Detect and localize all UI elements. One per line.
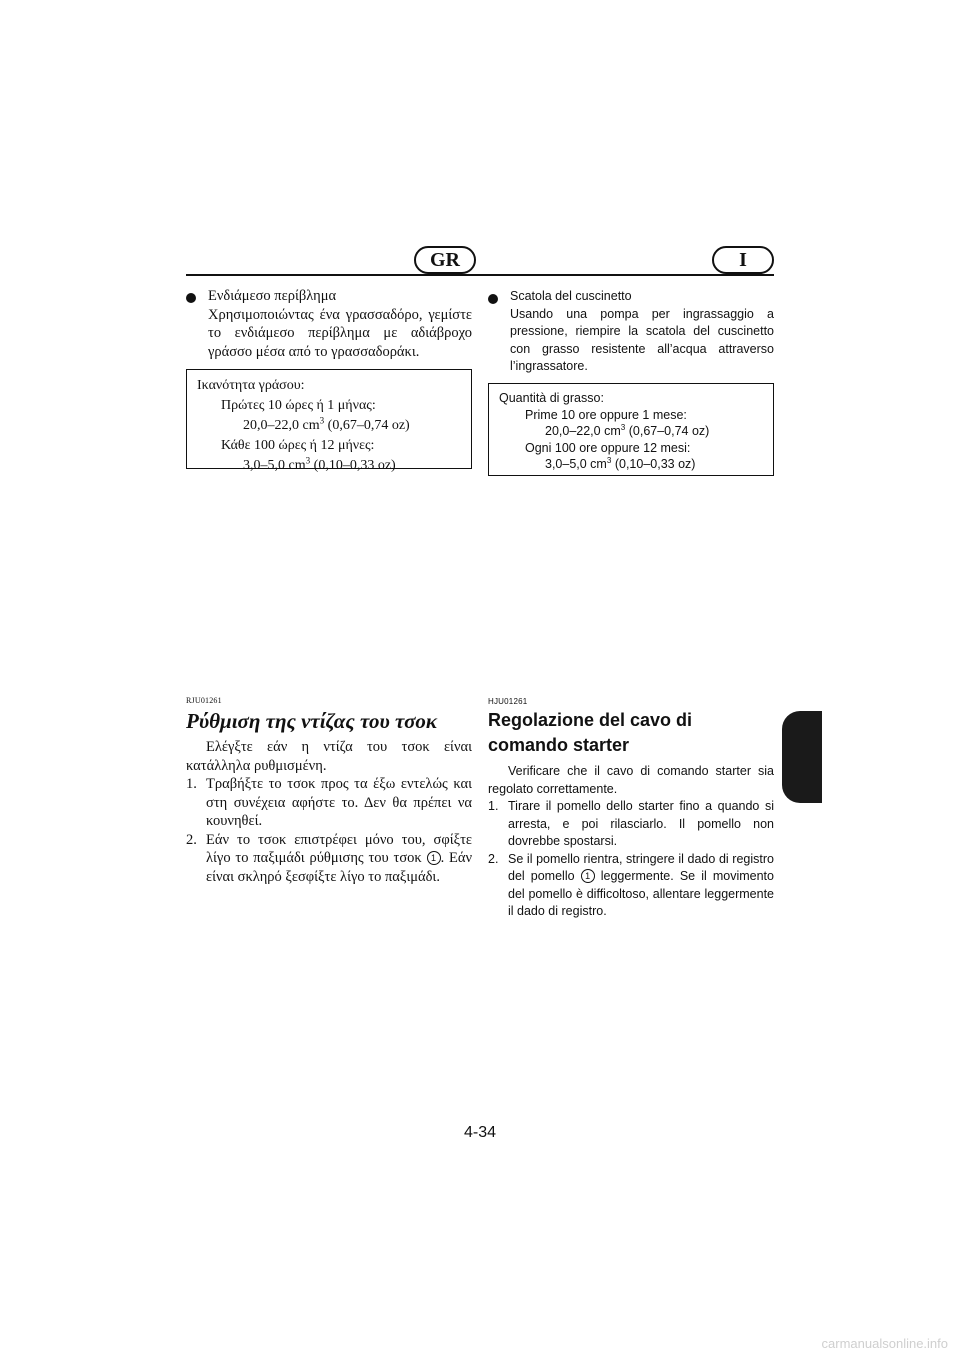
bullet-icon (186, 293, 196, 303)
bullet-icon (488, 294, 498, 304)
step-text: Tirare il pomello dello starter fino a quando si arresta, e poi rilasciarlo. Il pomello non dovrebbe spostarsi. (508, 799, 774, 848)
italian-bullet-section (488, 288, 774, 376)
greek-grease-box (186, 369, 472, 473)
italian-bullet-body: Usando una pompa per ingrassaggio a pressione, riempire la scatola del cuscinetto con grasso resistente all’acqua attraverso l’ingrassatore. (510, 306, 774, 373)
step-number: 1. (488, 799, 499, 813)
greek-box-every-value (197, 456, 461, 476)
step-number: 2. (488, 851, 499, 866)
italian-bullet-item (488, 288, 774, 376)
italian-section-title: Regolazione del cavo di comando starter (488, 710, 693, 755)
superscript: 3 (305, 455, 311, 466)
footer-watermark-link[interactable]: carmanualsonline.info (821, 1336, 948, 1351)
value-text: (0,10–0,33 oz) (611, 457, 696, 471)
greek-box-title: Ικανότητα γράσου: (197, 378, 305, 393)
italian-step-2 (488, 851, 774, 921)
step-text: Εάν το τσοκ επιστρέφει μόνο του, σφίξτε λίγο το παξιμάδι ρύθμισης του τσοκ (206, 831, 472, 866)
page-number: 4-34 (463, 1124, 497, 1141)
greek-section-code: RJU01261 (186, 696, 222, 705)
greek-step-1 (186, 775, 472, 831)
italian-step-1 (488, 798, 774, 851)
italian-box-first-value (499, 423, 763, 440)
greek-bullet-item (186, 287, 472, 361)
callout-number-icon: 1 (581, 869, 595, 883)
language-tab-i: I (712, 246, 774, 274)
value-text: 3,0–5,0 cm (243, 458, 306, 473)
italian-box-every-label: Ogni 100 ore oppure 12 mesi: (525, 440, 691, 455)
step-text: Se il pomello rientra, stringere il dado di registro del pomello (508, 851, 774, 883)
superscript: 3 (319, 415, 325, 426)
step-text: Τραβήξτε το τσοκ προς τα έξω εντελώς και στη συνέχεια αφήστε το. Δεν θα πρέπει να κουνηθεί. (206, 776, 472, 829)
italian-box-title: Quantità di grasso: (499, 391, 604, 405)
step-number: 1. (186, 776, 197, 792)
superscript: 3 (606, 455, 612, 465)
greek-step-2 (186, 831, 472, 887)
greek-intro: Ελέγξτε εάν η ντίζα του τσοκ είναι κατάλληλα ρυθμισμένη. (186, 739, 472, 774)
superscript: 3 (620, 422, 626, 432)
greek-section-title: Ρύθμιση της ντίζας του τσοκ (186, 709, 438, 733)
italian-box-every-value (499, 456, 763, 473)
value-text: 20,0–22,0 cm (243, 418, 320, 433)
greek-bullet-section (186, 287, 472, 361)
step-text: leggermente. Se il movimento del pomello è difficoltoso, allentare leggermente il dado di registro. (508, 869, 774, 918)
italian-bullet-title: Scatola del cuscinetto (510, 289, 632, 303)
greek-box-first-value (197, 416, 461, 436)
callout-number-icon: 1 (427, 851, 441, 865)
step-number: 2. (186, 831, 197, 848)
greek-bullet-body: Χρησιμοποιώντας ένα γρασσαδόρο, γεμίστε το ενδιάμεσο περίβλημα με αδιάβροχο γράσσο μέσα από το γρασσαδοράκι. (208, 306, 472, 360)
value-text: (0,10–0,33 oz) (310, 458, 396, 473)
header-rule (186, 274, 774, 276)
step-text: . Εάν είναι σκληρό ξεσφίξτε λίγο το παξιμάδι. (206, 850, 473, 885)
value-text: 3,0–5,0 cm (545, 457, 607, 471)
value-text: (0,67–0,74 oz) (324, 418, 410, 433)
italian-section-code: HJU01261 (488, 697, 528, 706)
italian-grease-box (488, 383, 774, 476)
chapter-thumb-tab (782, 711, 822, 803)
language-tab-gr: GR (414, 246, 476, 274)
value-text: (0,67–0,74 oz) (625, 424, 710, 438)
italian-starter-section (488, 697, 774, 921)
greek-box-every-label: Κάθε 100 ώρες ή 12 μήνες: (221, 438, 375, 453)
value-text: 20,0–22,0 cm (545, 424, 621, 438)
italian-box-first-label: Prime 10 ore oppure 1 mese: (525, 407, 687, 422)
greek-choke-section (186, 696, 472, 886)
greek-bullet-title: Ενδιάμεσο περίβλημα (208, 288, 337, 304)
greek-box-first-label: Πρώτες 10 ώρες ή 1 μήνας: (221, 398, 376, 413)
italian-intro: Verificare che il cavo di comando starter sia regolato correttamente. (488, 764, 774, 796)
